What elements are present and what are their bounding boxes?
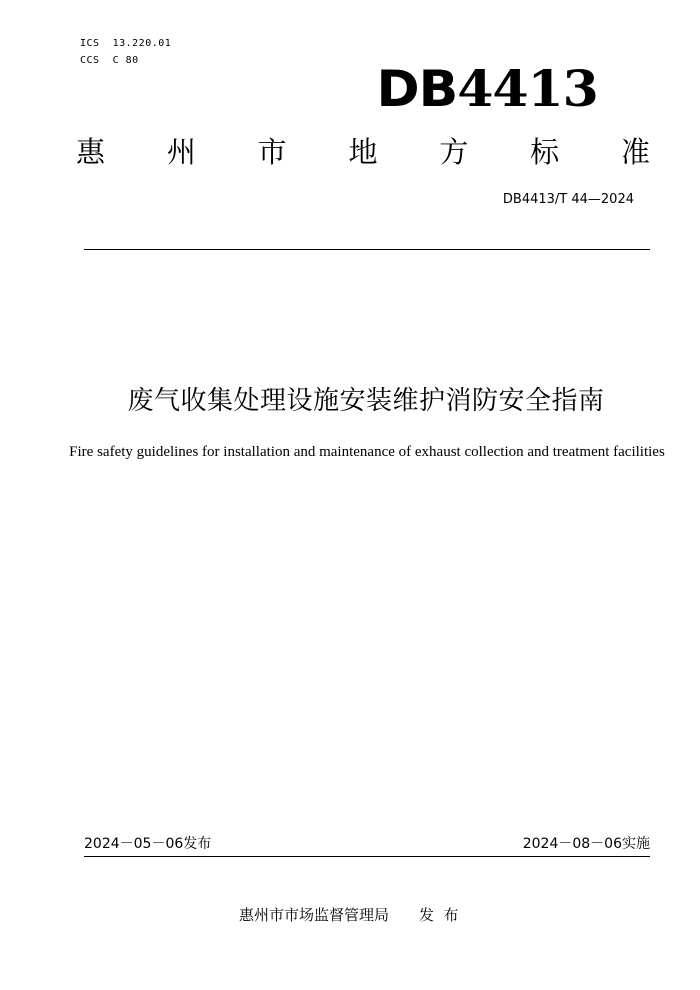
document-title-chinese: 废气收集处理设施安装维护消防安全指南 [127, 386, 605, 416]
issuer-name: 惠州市市场监督管理局 [239, 906, 390, 924]
logo-prefix: DB [376, 60, 458, 118]
bottom-divider [84, 856, 650, 857]
standard-logo [377, 60, 598, 118]
publish-date: 2024－05－06发布 [84, 836, 212, 852]
ics-code: ICS 13.220.01 [80, 38, 172, 49]
standard-type-char: 准 [620, 135, 650, 169]
ccs-code: CCS C 80 [80, 55, 139, 66]
implement-date: 2024－08－06实施 [522, 836, 650, 852]
standard-type-char: 市 [257, 135, 287, 169]
standard-number: DB4413/T 44—2024 [502, 192, 634, 207]
standard-type-char: 地 [348, 135, 378, 169]
top-divider [84, 249, 650, 250]
standard-type-char: 惠 [76, 135, 106, 169]
standard-type-char: 标 [530, 135, 560, 169]
issuer-action: 发 布 [419, 906, 459, 924]
standard-type-char: 州 [166, 135, 196, 169]
logo-code: 4413 [457, 59, 598, 118]
standard-type-heading [76, 134, 650, 170]
standard-type-char: 方 [439, 135, 469, 169]
issuer-line [239, 905, 459, 925]
document-title-english: Fire safety guidelines for installation and maintenance of exhaust collection and treatment facilities [69, 444, 665, 460]
